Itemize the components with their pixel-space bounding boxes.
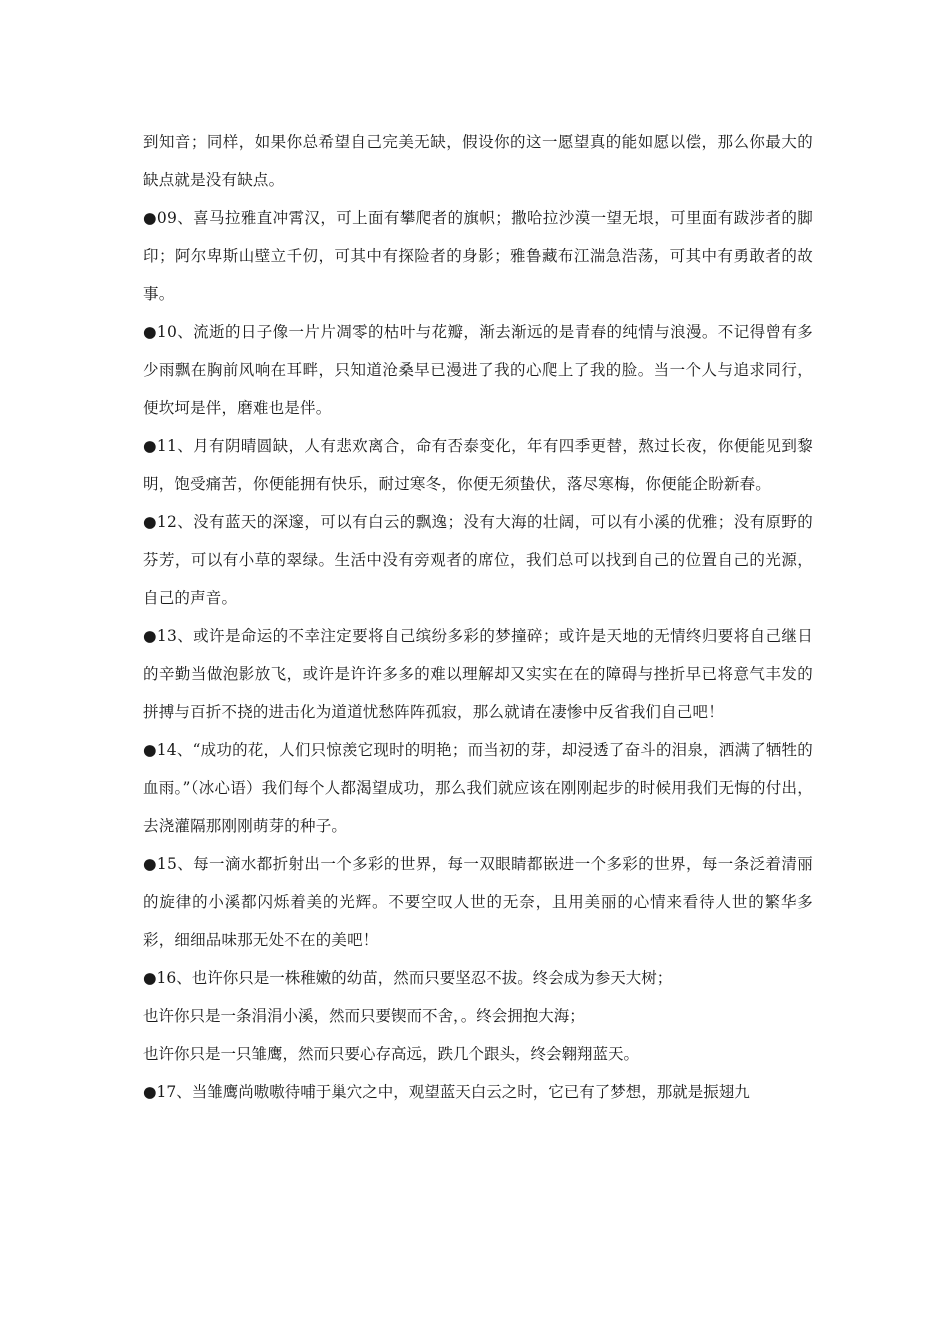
paragraph-12: ●12、没有蓝天的深邃，可以有白云的飘逸；没有大海的壮阔，可以有小溪的优雅；没有原野的芬芳，可以有小草的翠绿。生活中没有旁观者的席位，我们总可以找到自己的位置自己的光源，自己的声音。	[143, 513, 813, 607]
paragraph-10: ●10、流逝的日子像一片片凋零的枯叶与花瓣，渐去渐远的是青春的纯情与浪漫。不记得曾有多少雨飘在胸前风响在耳畔，只知道沧桑早已漫进了我的心爬上了我的脸。当一个人与追求同行，便坎坷是伴，磨难也是伴。	[143, 323, 813, 417]
paragraph-16-line-1: ●16、也许你只是一株稚嫩的幼苗，然而只要坚忍不拔。终会成为参天大树；	[143, 969, 673, 987]
paragraph-09: ●09、喜马拉雅直冲霄汉，可上面有攀爬者的旗帜；撒哈拉沙漠一望无垠，可里面有跋涉者的脚印；阿尔卑斯山壁立千仞，可其中有探险者的身影；雅鲁藏布江湍急浩荡，可其中有勇敢者的故事。	[143, 209, 813, 303]
paragraph-16-line-2: 也许你只是一条涓涓小溪，然而只要锲而不舍，。终会拥抱大海；	[143, 1007, 585, 1025]
paragraph-15: ●15、每一滴水都折射出一个多彩的世界，每一双眼睛都嵌进一个多彩的世界，每一条泛着清丽的旋律的小溪都闪烁着美的光辉。不要空叹人世的无奈，且用美丽的心情来看待人世的繁华多彩，细细品味那无处不在的美吧！	[143, 855, 813, 949]
paragraph-16-line-3: 也许你只是一只雏鹰，然而只要心存高远，跌几个跟头，终会翱翔蓝天。	[143, 1045, 640, 1063]
paragraph-continuation: 到知音；同样，如果你总希望自己完美无缺，假设你的这一愿望真的能如愿以偿，那么你最大的缺点就是没有缺点。	[143, 133, 813, 189]
paragraph-11: ●11、月有阴晴圆缺，人有悲欢离合，命有否泰变化，年有四季更替，熬过长夜，你便能见到黎明，饱受痛苦，你便能拥有快乐，耐过寒冬，你便无须蛰伏，落尽寒梅，你便能企盼新春。	[143, 437, 813, 493]
paragraph-17: ●17、当雏鹰尚嗷嗷待哺于巢穴之中，观望蓝天白云之时，它已有了梦想，那就是振翅九	[143, 1083, 750, 1101]
document-body	[143, 123, 813, 1111]
paragraph-14: ●14、“成功的花，人们只惊羡它现时的明艳；而当初的芽，却浸透了奋斗的泪泉，洒满了牺牲的血雨。”（冰心语）我们每个人都渴望成功，那么我们就应该在刚刚起步的时候用我们无悔的付出，去浇灌隔那刚刚萌芽的种子。	[143, 741, 813, 835]
paragraph-13: ●13、或许是命运的不幸注定要将自己缤纷多彩的梦撞碎；或许是天地的无情终归要将自己继日的辛勤当做泡影放飞，或许是许许多多的难以理解却又实实在在的障碍与挫折早已将意气丰发的拼搏与百折不挠的进击化为道道忧愁阵阵孤寂，那么就请在凄惨中反省我们自己吧！	[143, 627, 813, 721]
